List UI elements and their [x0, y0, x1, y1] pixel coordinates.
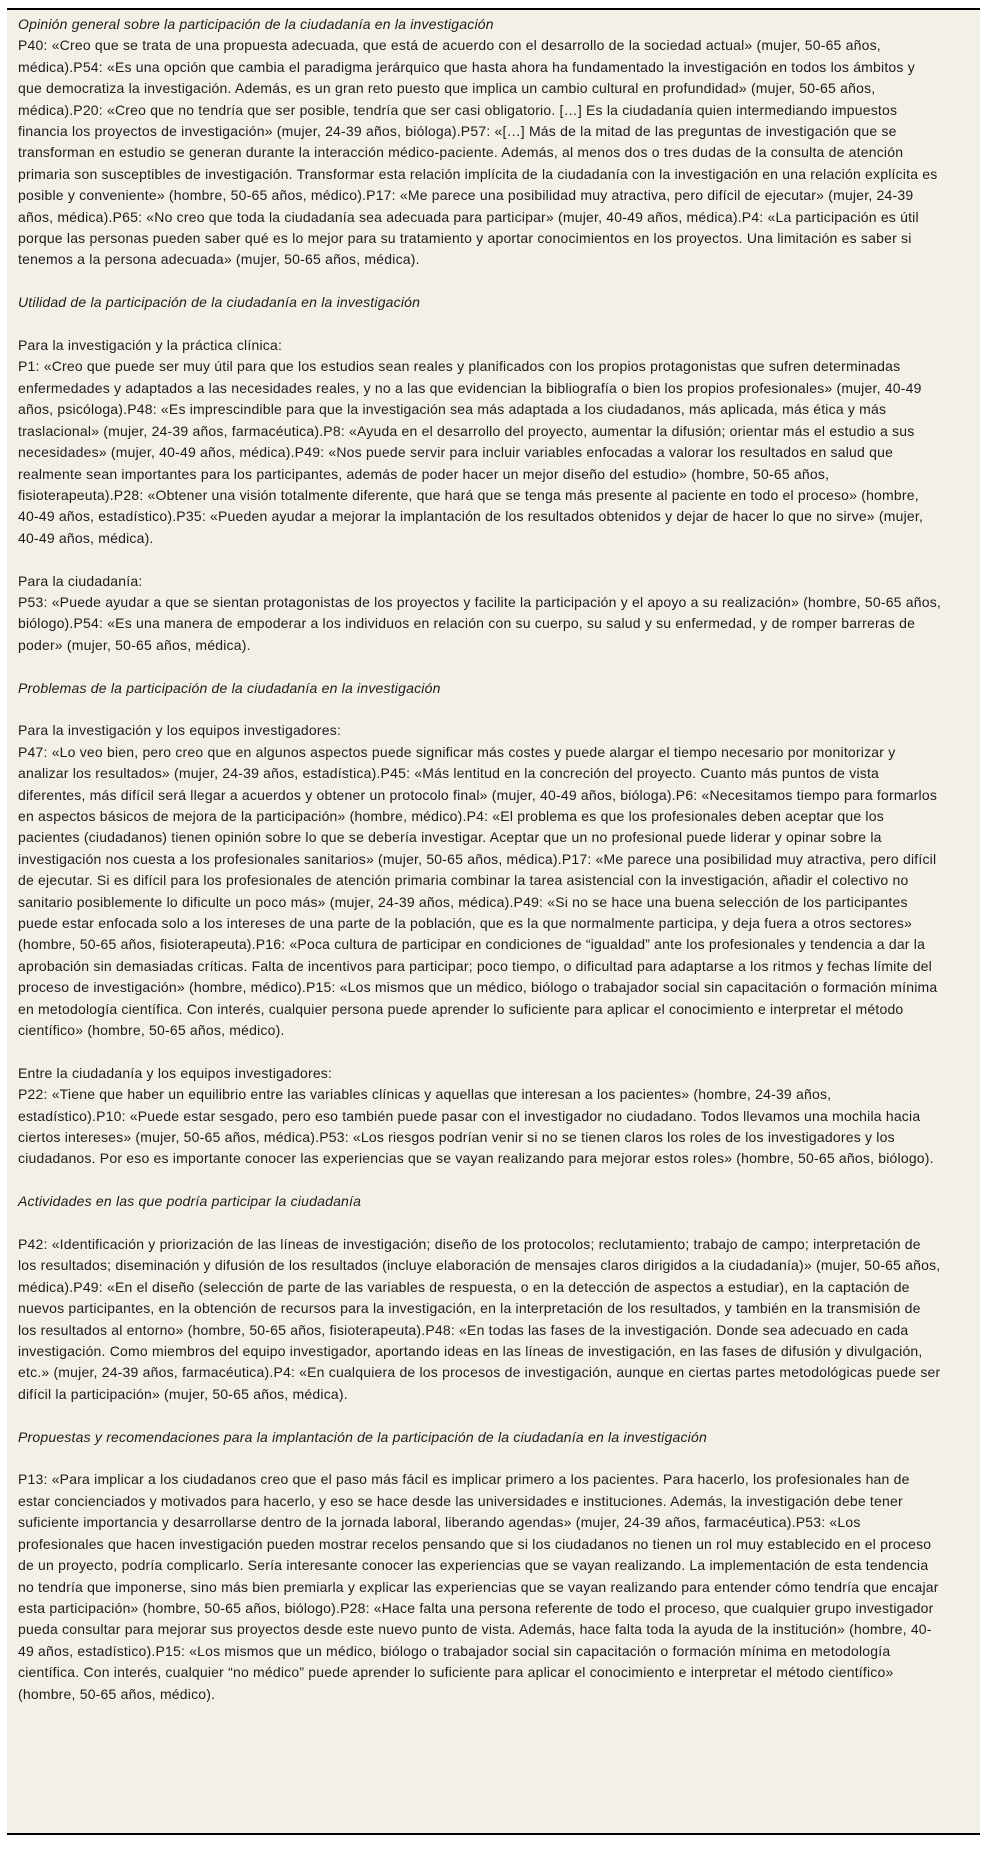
- table-content: [18, 14, 942, 1705]
- quotes-utilidad-ciudadania: P53: «Puede ayudar a que se sientan protagonistas de los proyectos y facilite la participación y el apoyo a su realización» (hombre, 50-65 años, biólogo).P54: «Es una manera de empoderar a los individuos en relación con su cuerpo, su salud y su enfermedad, y de romper barreras de poder» (mujer, 50-65 años, médica).: [18, 593, 942, 653]
- page: [0, 8, 992, 1835]
- quotes-problemas-equipos-investigadores: P47: «Lo veo bien, pero creo que en algunos aspectos puede significar más costes y puede alargar el tiempo necesario por monitorizar y analizar los resultados» (mujer, 24-39 años, estadística).P45: «Más lentitud en la concreción del proyecto. Cuanto más puntos de vista diferentes, más difícil será llegar a acuerdos y obtener un protocolo final» (mujer, 40-49 años, bióloga).P6: «Necesitamos tiempo para formarlos en aspectos básicos de mejora de la participación» (hombre, médico).P4: «El problema es que los profesionales deben aceptar que los pacientes (ciudadanos) tienen opinión sobre lo que se debería investigar. Aceptar que un no profesional puede liderar y opinar sobre la investigación nos cuesta a los profesionales sanitarios» (mujer, 50-65 años, médica).P17: «Me parece una posibilidad muy atractiva, pero difícil de ejecutar. Si es difícil para los profesionales de atención primaria combinar la tarea asistencial con la investigación, añadir el colectivo no sanitario posiblemente lo dificulte un poco más» (mujer, 24-39 años, médica).P49: «Si no se hace una buena selección de los participantes puede estar enfocada solo a los intereses de una parte de la población, que es la que normalmente participa, y deja fuera a otros sectores» (hombre, 50-65 años, fisioterapeuta).P16: «Poca cultura de participar en condiciones de “igualdad” ante los profesionales y tendencia a dar la aprobación sin demasiadas críticas. Falta de incentivos para participar; poco tiempo, o dificultad para adaptarse a los ritmos y fechas límite del proceso de investigación» (hombre, médico).P15: «Los mismos que un médico, biólogo o trabajador social sin capacitación o formación mínima en metodología científica. Con interés, cualquier persona puede aprender lo suficiente para aplicar el conocimiento e interpretar el método científico» (hombre, 50-65 años, médico).: [18, 743, 938, 1039]
- section-heading-utilidad: Utilidad de la participación de la ciudadanía en la investigación: [18, 294, 421, 311]
- section-heading-problemas: Problemas de la participación de la ciudadanía en la investigación: [18, 679, 441, 696]
- section-heading-opinion-general: Opinión general sobre la participación de la ciudadanía en la investigación: [18, 16, 494, 32]
- subheading-utilidad-investigacion-practica-clinica: Para la investigación y la práctica clínica:: [18, 337, 283, 354]
- quotes-actividades: P42: «Identificación y priorización de las líneas de investigación; diseño de los protocolos; reclutamiento; trabajo de campo; interpretación de los resultados; diseminación y difusión de los resultados (incluye elaboración de mensajes claros dirigidos a la ciudadanía)» (mujer, 50-65 años, médica).P49: «En el diseño (selección de parte de las variables de respuesta, o en la detección de aspectos a estudiar), en la captación de nuevos participantes, en la obtención de recursos para la investigación, en la interpretación de los resultados, y también en la transmisión de los resultados al entorno» (hombre, 50-65 años, fisioterapeuta).P48: «En todas las fases de la investigación. Donde sea adecuado en cada investigación. Como miembros del equipo investigador, aportando ideas en las líneas de investigación, en las fases de difusión y divulgación, etc.» (mujer, 24-39 años, farmacéutica).P4: «En cualquiera de los procesos de investigación, aunque en ciertas partes metodológicas puede ser difícil la participación» (mujer, 50-65 años, médica).: [18, 1236, 941, 1402]
- subheading-utilidad-ciudadania: Para la ciudadanía:: [18, 572, 143, 589]
- subheading-problemas-equipos-investigadores: Para la investigación y los equipos investigadores:: [18, 722, 342, 739]
- quotes-opinion-general: P40: «Creo que se trata de una propuesta adecuada, que está de acuerdo con el desarrollo de la sociedad actual» (mujer, 50-65 años, médica).P54: «Es una opción que cambia el paradigma jerárquico que hasta ahora ha fundamentado la investigación en todos los ámbitos y que democratiza la investigación. Además, es un gran reto puesto que implica un cambio cultural en profundidad» (mujer, 50-65 años, médica).P20: «Creo que no tendría que ser posible, tendría que ser casi obligatorio. […] Es la ciudadanía quien intermediando impuestos financia los proyectos de investigación» (mujer, 24-39 años, bióloga).P57: «[…] Más de la mitad de las preguntas de investigación que se transforman en estudio se generan durante la interacción médico-paciente. Además, al menos dos o tres dudas de la consulta de atención primaria son susceptibles de investigación. Transformar esta relación implícita de la ciudadanía con la investigación en una relación explícita es posible y conveniente» (hombre, 50-65 años, médico).P17: «Me parece una posibilidad muy atractiva, pero difícil de ejecutar» (mujer, 24-39 años, médica).P65: «No creo que toda la ciudadanía sea adecuada para participar» (mujer, 40-49 años, médica).P4: «La participación es útil porque las personas pueden saber qué es lo mejor para su tratamiento y aportar conocimientos en los proyectos. Una limitación es saber si tenemos a la persona adecuada» (mujer, 50-65 años, médica).: [18, 37, 938, 268]
- qualitative-quotes-table: [7, 8, 980, 1835]
- quotes-utilidad-investigacion-practica-clinica: P1: «Creo que puede ser muy útil para que los estudios sean reales y planificados con los propios protagonistas que sufren determinadas enfermedades y adaptados a las necesidades reales, y no a las que evidencian la bibliografía o bien los propios profesionales» (mujer, 40-49 años, psicóloga).P48: «Es imprescindible para que la investigación sea más adaptada a los ciudadanos, más aplicada, más ética y más traslacional» (mujer, 24-39 años, farmacéutica).P8: «Ayuda en el desarrollo del proyecto, aumentar la difusión; orientar más el estudio a sus necesidades» (mujer, 40-49 años, médica).P49: «Nos puede servir para incluir variables enfocadas a valorar los resultados en salud que realmente sean importantes para los participantes, además de poder hacer un mejor diseño del estudio» (hombre, 50-65 años, fisioterapeuta).P28: «Obtener una visión totalmente diferente, que hará que se tenga más presente al paciente en todo el proceso» (hombre, 40-49 años, estadístico).P35: «Pueden ayudar a mejorar la implantación de los resultados obtenidos y dejar de hacer lo que no sirve» (mujer, 40-49 años, médica).: [18, 358, 924, 546]
- section-heading-propuestas: Propuestas y recomendaciones para la implantación de la participación de la ciudadanía en la investigación: [18, 1428, 707, 1445]
- subheading-problemas-entre-ciudadania-equipos: Entre la ciudadanía y los equipos investigadores:: [18, 1064, 333, 1081]
- quotes-propuestas: P13: «Para implicar a los ciudadanos creo que el paso más fácil es implicar primero a los pacientes. Para hacerlo, los profesionales han de estar concienciados y motivados para hacerlo, y eso se hace desde las universidades e instituciones. Además, la investigación debe tener suficiente importancia y desarrollarse dentro de la jornada laboral, liberando agendas» (mujer, 24-39 años, farmacéutica).P53: «Los profesionales que hacen investigación pueden mostrar recelos pensando que si los ciudadanos no tienen un rol muy establecido en el proceso de un proyecto, podría complicarlo. Sería interesante conocer las experiencias que se vayan realizando. La implementación de esta tendencia no tendría que imponerse, sino más bien premiarla y explicar las experiencias que se vayan realizando para entender cómo tendría que encajar esta participación» (hombre, 50-65 años, biólogo).P28: «Hace falta una persona referente de todo el proceso, que cualquier grupo investigador pueda consultar para mejorar sus proyectos desde este nuevo punto de vista. Además, hace falta toda la ayuda de la institución» (hombre, 40-49 años, estadístico).P15: «Los mismos que un médico, biólogo o trabajador social sin capacitación o formación mínima en metodología científica. Con interés, cualquier “no médico” puede aprender lo suficiente para aplicar el conocimiento e interpretar el método científico» (hombre, 50-65 años, médico).: [18, 1471, 939, 1702]
- section-heading-actividades: Actividades en las que podría participar la ciudadanía: [18, 1193, 362, 1210]
- quotes-problemas-entre-ciudadania-equipos: P22: «Tiene que haber un equilibrio entre las variables clínicas y aquellas que interesan a los pacientes» (hombre, 24-39 años, estadístico).P10: «Puede estar sesgado, pero eso también puede pasar con el investigador no ciudadano. Todos llevamos una mochila hacia ciertos intereses» (mujer, 50-65 años, médica).P53: «Los riesgos podrían venir si no se tienen claros los roles de los investigadores y los ciudadanos. Por eso es importante conocer las experiencias que se vayan realizando para mejorar estos roles» (hombre, 50-65 años, biólogo).: [18, 1086, 934, 1167]
